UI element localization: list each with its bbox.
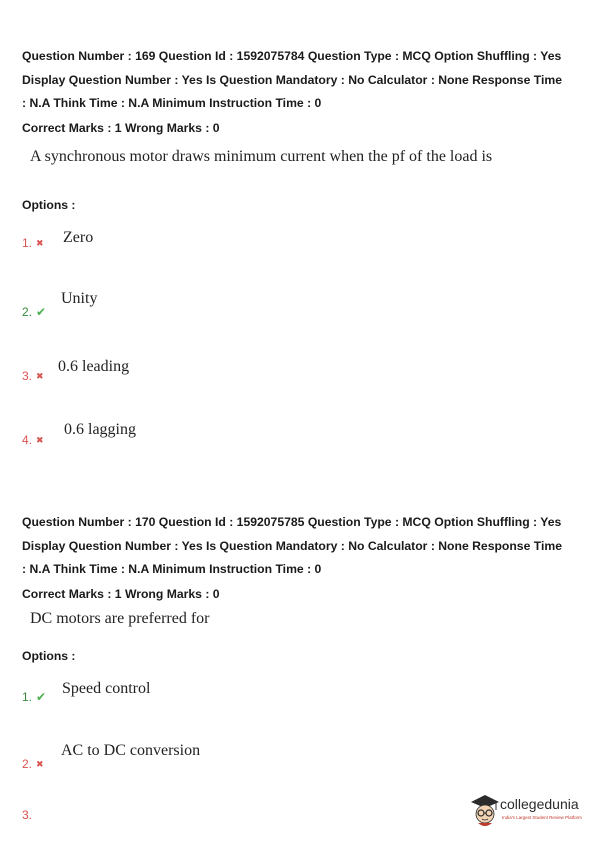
option-number: 3. xyxy=(22,369,33,383)
meta-line: Display Question Number : Yes Is Question Mandatory : No Calculator : None Response Time xyxy=(22,538,562,553)
collegedunia-logo xyxy=(470,793,588,833)
option-number: 1. xyxy=(22,236,33,250)
option-text: Zero xyxy=(63,229,94,246)
cross-icon: ✖ xyxy=(36,371,44,381)
question-text: A synchronous motor draws minimum current when the pf of the load is xyxy=(30,148,493,165)
logo-wordmark: collegedunia xyxy=(500,796,579,812)
option-2 xyxy=(22,757,44,771)
option-text: AC to DC conversion xyxy=(61,742,201,759)
question-text: DC motors are preferred for xyxy=(30,610,210,627)
logo-tagline: India's Largest Student Review Platform xyxy=(502,815,582,820)
marks-info: Correct Marks : 1 Wrong Marks : 0 xyxy=(22,121,220,135)
option-number: 1. xyxy=(22,690,33,704)
question-170-metadata xyxy=(22,511,582,582)
options-label: Options : xyxy=(22,198,76,212)
option-number: 2. xyxy=(22,305,33,319)
option-1 xyxy=(22,236,44,250)
meta-line: : N.A Think Time : N.A Minimum Instruction Time : 0 xyxy=(22,562,322,576)
option-2 xyxy=(22,305,46,319)
meta-line: Display Question Number : Yes Is Question Mandatory : No Calculator : None Response Time xyxy=(22,72,562,87)
option-number: 3. xyxy=(22,808,33,822)
options-label: Options : xyxy=(22,649,76,663)
option-text: 0.6 leading xyxy=(58,358,130,375)
mascot-icon xyxy=(470,793,500,829)
check-icon: ✔ xyxy=(36,305,47,319)
question-169-metadata xyxy=(22,45,582,116)
marks-info: Correct Marks : 1 Wrong Marks : 0 xyxy=(22,587,220,601)
meta-line: : N.A Think Time : N.A Minimum Instruction Time : 0 xyxy=(22,96,322,110)
cross-icon: ✖ xyxy=(36,435,44,445)
cross-icon: ✖ xyxy=(36,238,44,248)
cross-icon: ✖ xyxy=(36,759,44,769)
option-text: Speed control xyxy=(62,680,151,697)
check-icon: ✔ xyxy=(36,690,47,704)
option-1 xyxy=(22,690,46,704)
option-4 xyxy=(22,433,44,447)
meta-line: Question Number : 170 Question Id : 1592075785 Question Type : MCQ Option Shuffling : Yes xyxy=(22,515,562,529)
option-3 xyxy=(22,369,44,383)
meta-line: Question Number : 169 Question Id : 1592075784 Question Type : MCQ Option Shuffling : Yes xyxy=(22,49,562,63)
option-number: 2. xyxy=(22,757,33,771)
option-number: 4. xyxy=(22,433,33,447)
option-text: 0.6 lagging xyxy=(64,421,136,438)
option-3 xyxy=(22,808,32,822)
option-text: Unity xyxy=(61,290,98,307)
